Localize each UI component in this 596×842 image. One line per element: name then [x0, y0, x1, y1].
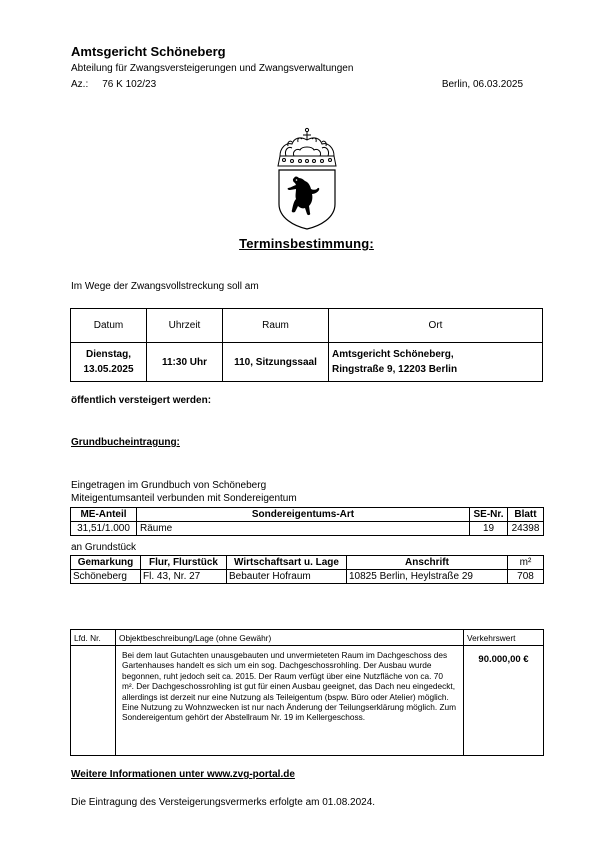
more-info-link[interactable]: Weitere Informationen unter www.zvg-portal.de — [71, 769, 295, 780]
header-date: Datum — [71, 309, 147, 343]
object-row — [71, 646, 544, 756]
department: Abteilung für Zwangsversteigerungen und Zwangsverwaltungen — [71, 63, 354, 74]
header-gemarkung: Gemarkung — [71, 556, 141, 570]
land-register-line2: Miteigentumsanteil verbunden mit Sondereigentum — [71, 493, 297, 504]
header-flur: Flur, Flurstück — [141, 556, 227, 570]
court-name: Amtsgericht Schöneberg — [71, 44, 226, 59]
share-header-row — [71, 508, 544, 522]
area-value: 708 — [508, 570, 544, 584]
plot-row — [71, 570, 544, 584]
auction-statement: öffentlich versteigert werden: — [71, 395, 212, 406]
header-time: Uhrzeit — [147, 309, 223, 343]
appointment-header-row — [71, 309, 543, 343]
blatt-value: 24398 — [508, 522, 544, 536]
appointment-place-line2: Ringstraße 9, 12203 Berlin — [332, 364, 458, 375]
az-label: Az.: — [71, 79, 89, 90]
appointment-value-row — [71, 343, 543, 382]
appointment-weekday: Dienstag, — [85, 349, 131, 360]
header-room: Raum — [223, 309, 329, 343]
appointment-date — [71, 343, 147, 382]
wirtschaftsart-value: Bebauter Hofraum — [227, 570, 347, 584]
appointment-table — [70, 308, 543, 382]
share-row — [71, 522, 544, 536]
land-register-heading: Grundbucheintragung: — [71, 437, 180, 448]
az-number: 76 K 102/23 — [102, 79, 157, 90]
lfd-nr-cell — [71, 646, 116, 756]
place-date: Berlin, 06.03.2025 — [441, 79, 523, 90]
land-register-line1: Eingetragen im Grundbuch von Schöneberg — [71, 480, 267, 491]
header-blatt: Blatt — [508, 508, 544, 522]
header-anschrift: Anschrift — [347, 556, 508, 570]
berlin-coat-of-arms-icon — [272, 126, 342, 230]
header-lfd-nr: Lfd. Nr. — [71, 630, 116, 646]
anschrift-value: 10825 Berlin, Heylstraße 29 — [347, 570, 508, 584]
appointment-place — [329, 343, 543, 382]
header-se-art: Sondereigentums-Art — [137, 508, 470, 522]
flur-value: Fl. 43, Nr. 27 — [141, 570, 227, 584]
appointment-date-value: 13.05.2025 — [83, 364, 134, 375]
plot-table — [70, 555, 544, 584]
case-reference — [71, 79, 156, 90]
plot-label: an Grundstück — [71, 542, 137, 553]
appointment-time: 11:30 Uhr — [147, 343, 223, 382]
market-value: 90.000,00 € — [464, 646, 544, 756]
gemarkung-value: Schöneberg — [71, 570, 141, 584]
share-table — [70, 507, 544, 536]
header-se-nr: SE-Nr. — [470, 508, 508, 522]
me-anteil-value: 31,51/1.000 — [71, 522, 137, 536]
appointment-room: 110, Sitzungssaal — [223, 343, 329, 382]
plot-header-row — [71, 556, 544, 570]
object-description: Bei dem laut Gutachten unausgebauten und unvermieteten Raum im Dachgeschoss des Gartenhauses handelt es sich um ein sog. Dachgeschossrohling. Der Ausbau wurde begonnen, ruht jedoch seit ca. 2015. Der Raum verfügt über eine Nutzfläche von ca. 70 m². Der Dachgeschossrohling ist gut für einen Ausbau geeignet, das Dach neu eingedeckt, allerdings ist derzeit nur eine Nutzung als Teileigentum (bspw. Büro oder Atelier) möglich. Eine Nutzung zu Wohnzwecken ist nur nach Änderung der Teilungserklärung möglich. Zum Sondereigentum gehört der Abstellraum Nr. 19 im Kellergeschoss. — [116, 646, 464, 756]
appointment-place-line1: Amtsgericht Schöneberg, — [332, 349, 454, 360]
closing-note: Die Eintragung des Versteigerungsvermerks erfolgte am 01.08.2024. — [71, 797, 376, 808]
header-description: Objektbeschreibung/Lage (ohne Gewähr) — [116, 630, 464, 646]
header-wirtschaftsart: Wirtschaftsart u. Lage — [227, 556, 347, 570]
header-market-value: Verkehrswert — [464, 630, 544, 646]
header-place: Ort — [329, 309, 543, 343]
se-nr-value: 19 — [470, 522, 508, 536]
se-art-value: Räume — [137, 522, 470, 536]
object-table — [70, 629, 544, 756]
document-title: Terminsbestimmung: — [239, 236, 374, 251]
intro-text: Im Wege der Zwangsvollstreckung soll am — [71, 281, 259, 292]
header-me-anteil: ME-Anteil — [71, 508, 137, 522]
header-area: m² — [508, 556, 544, 570]
object-header-row — [71, 630, 544, 646]
